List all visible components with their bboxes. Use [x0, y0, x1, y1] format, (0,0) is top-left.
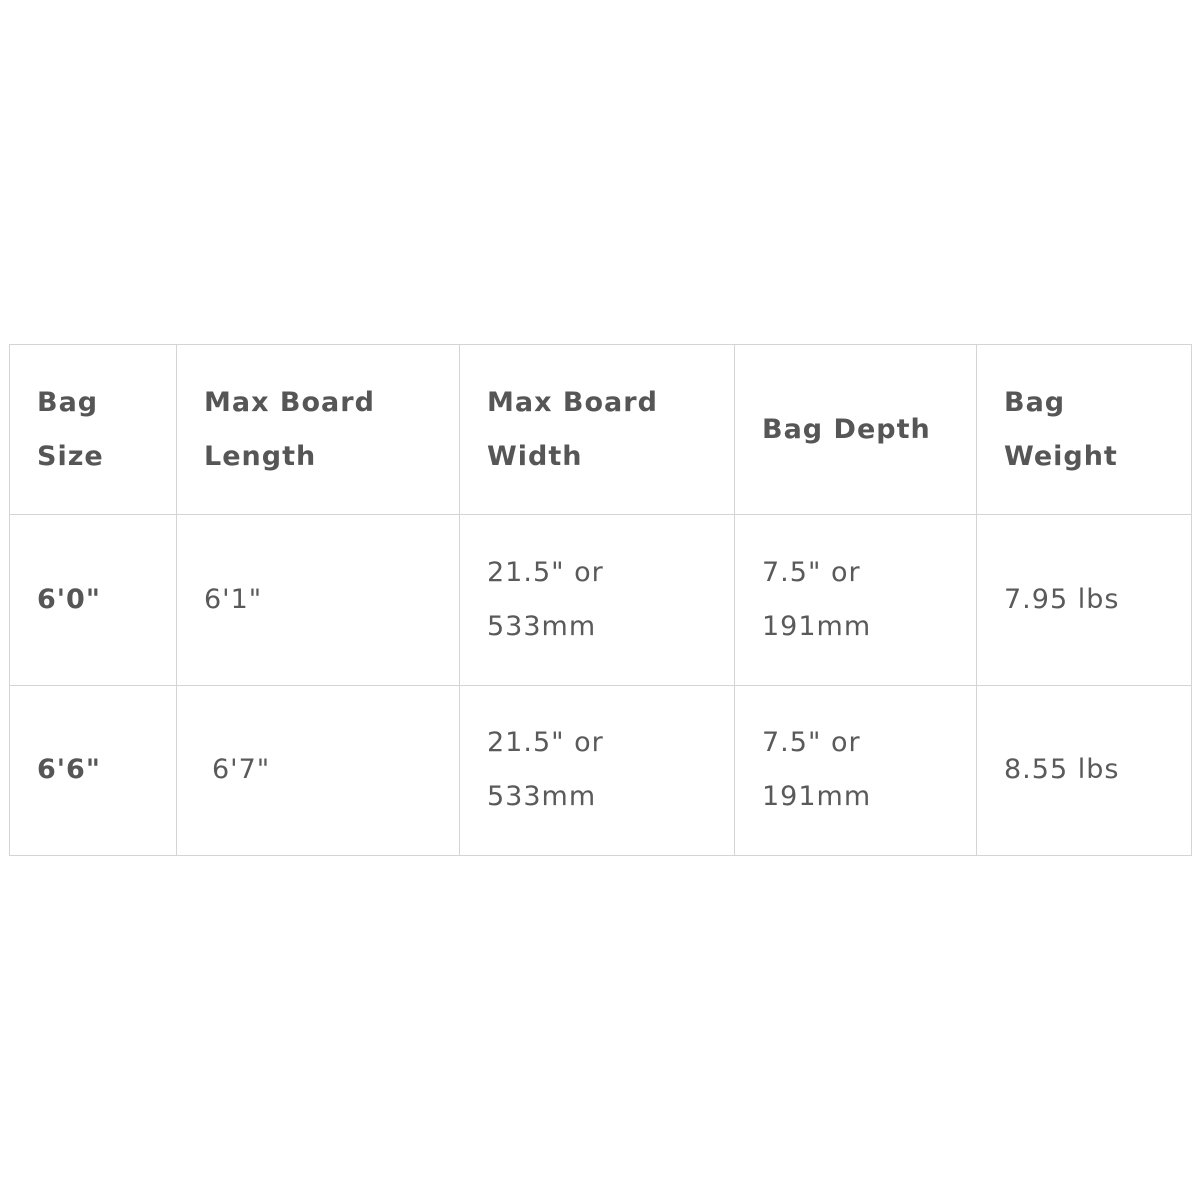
- header-max-board-width: Max Board Width: [460, 345, 735, 515]
- cell-bag-size: 6'6": [10, 685, 177, 856]
- bag-size-table: [9, 344, 1192, 856]
- cell-bag-depth: 7.5" or 191mm: [735, 515, 977, 686]
- header-bag-size: Bag Size: [10, 345, 177, 515]
- header-max-board-length: Max Board Length: [177, 345, 460, 515]
- cell-bag-weight: 7.95 lbs: [977, 515, 1192, 686]
- cell-bag-size: 6'0": [10, 515, 177, 686]
- cell-max-board-width: 21.5" or 533mm: [460, 515, 735, 686]
- cell-max-board-length: 6'1": [177, 515, 460, 686]
- table-row: [10, 515, 1192, 686]
- header-bag-depth: Bag Depth: [735, 345, 977, 515]
- cell-bag-depth: 7.5" or 191mm: [735, 685, 977, 856]
- cell-bag-weight: 8.55 lbs: [977, 685, 1192, 856]
- table-row: [10, 685, 1192, 856]
- cell-max-board-length: 6'7": [177, 685, 460, 856]
- table-header-row: [10, 345, 1192, 515]
- header-bag-weight: Bag Weight: [977, 345, 1192, 515]
- cell-max-board-width: 21.5" or 533mm: [460, 685, 735, 856]
